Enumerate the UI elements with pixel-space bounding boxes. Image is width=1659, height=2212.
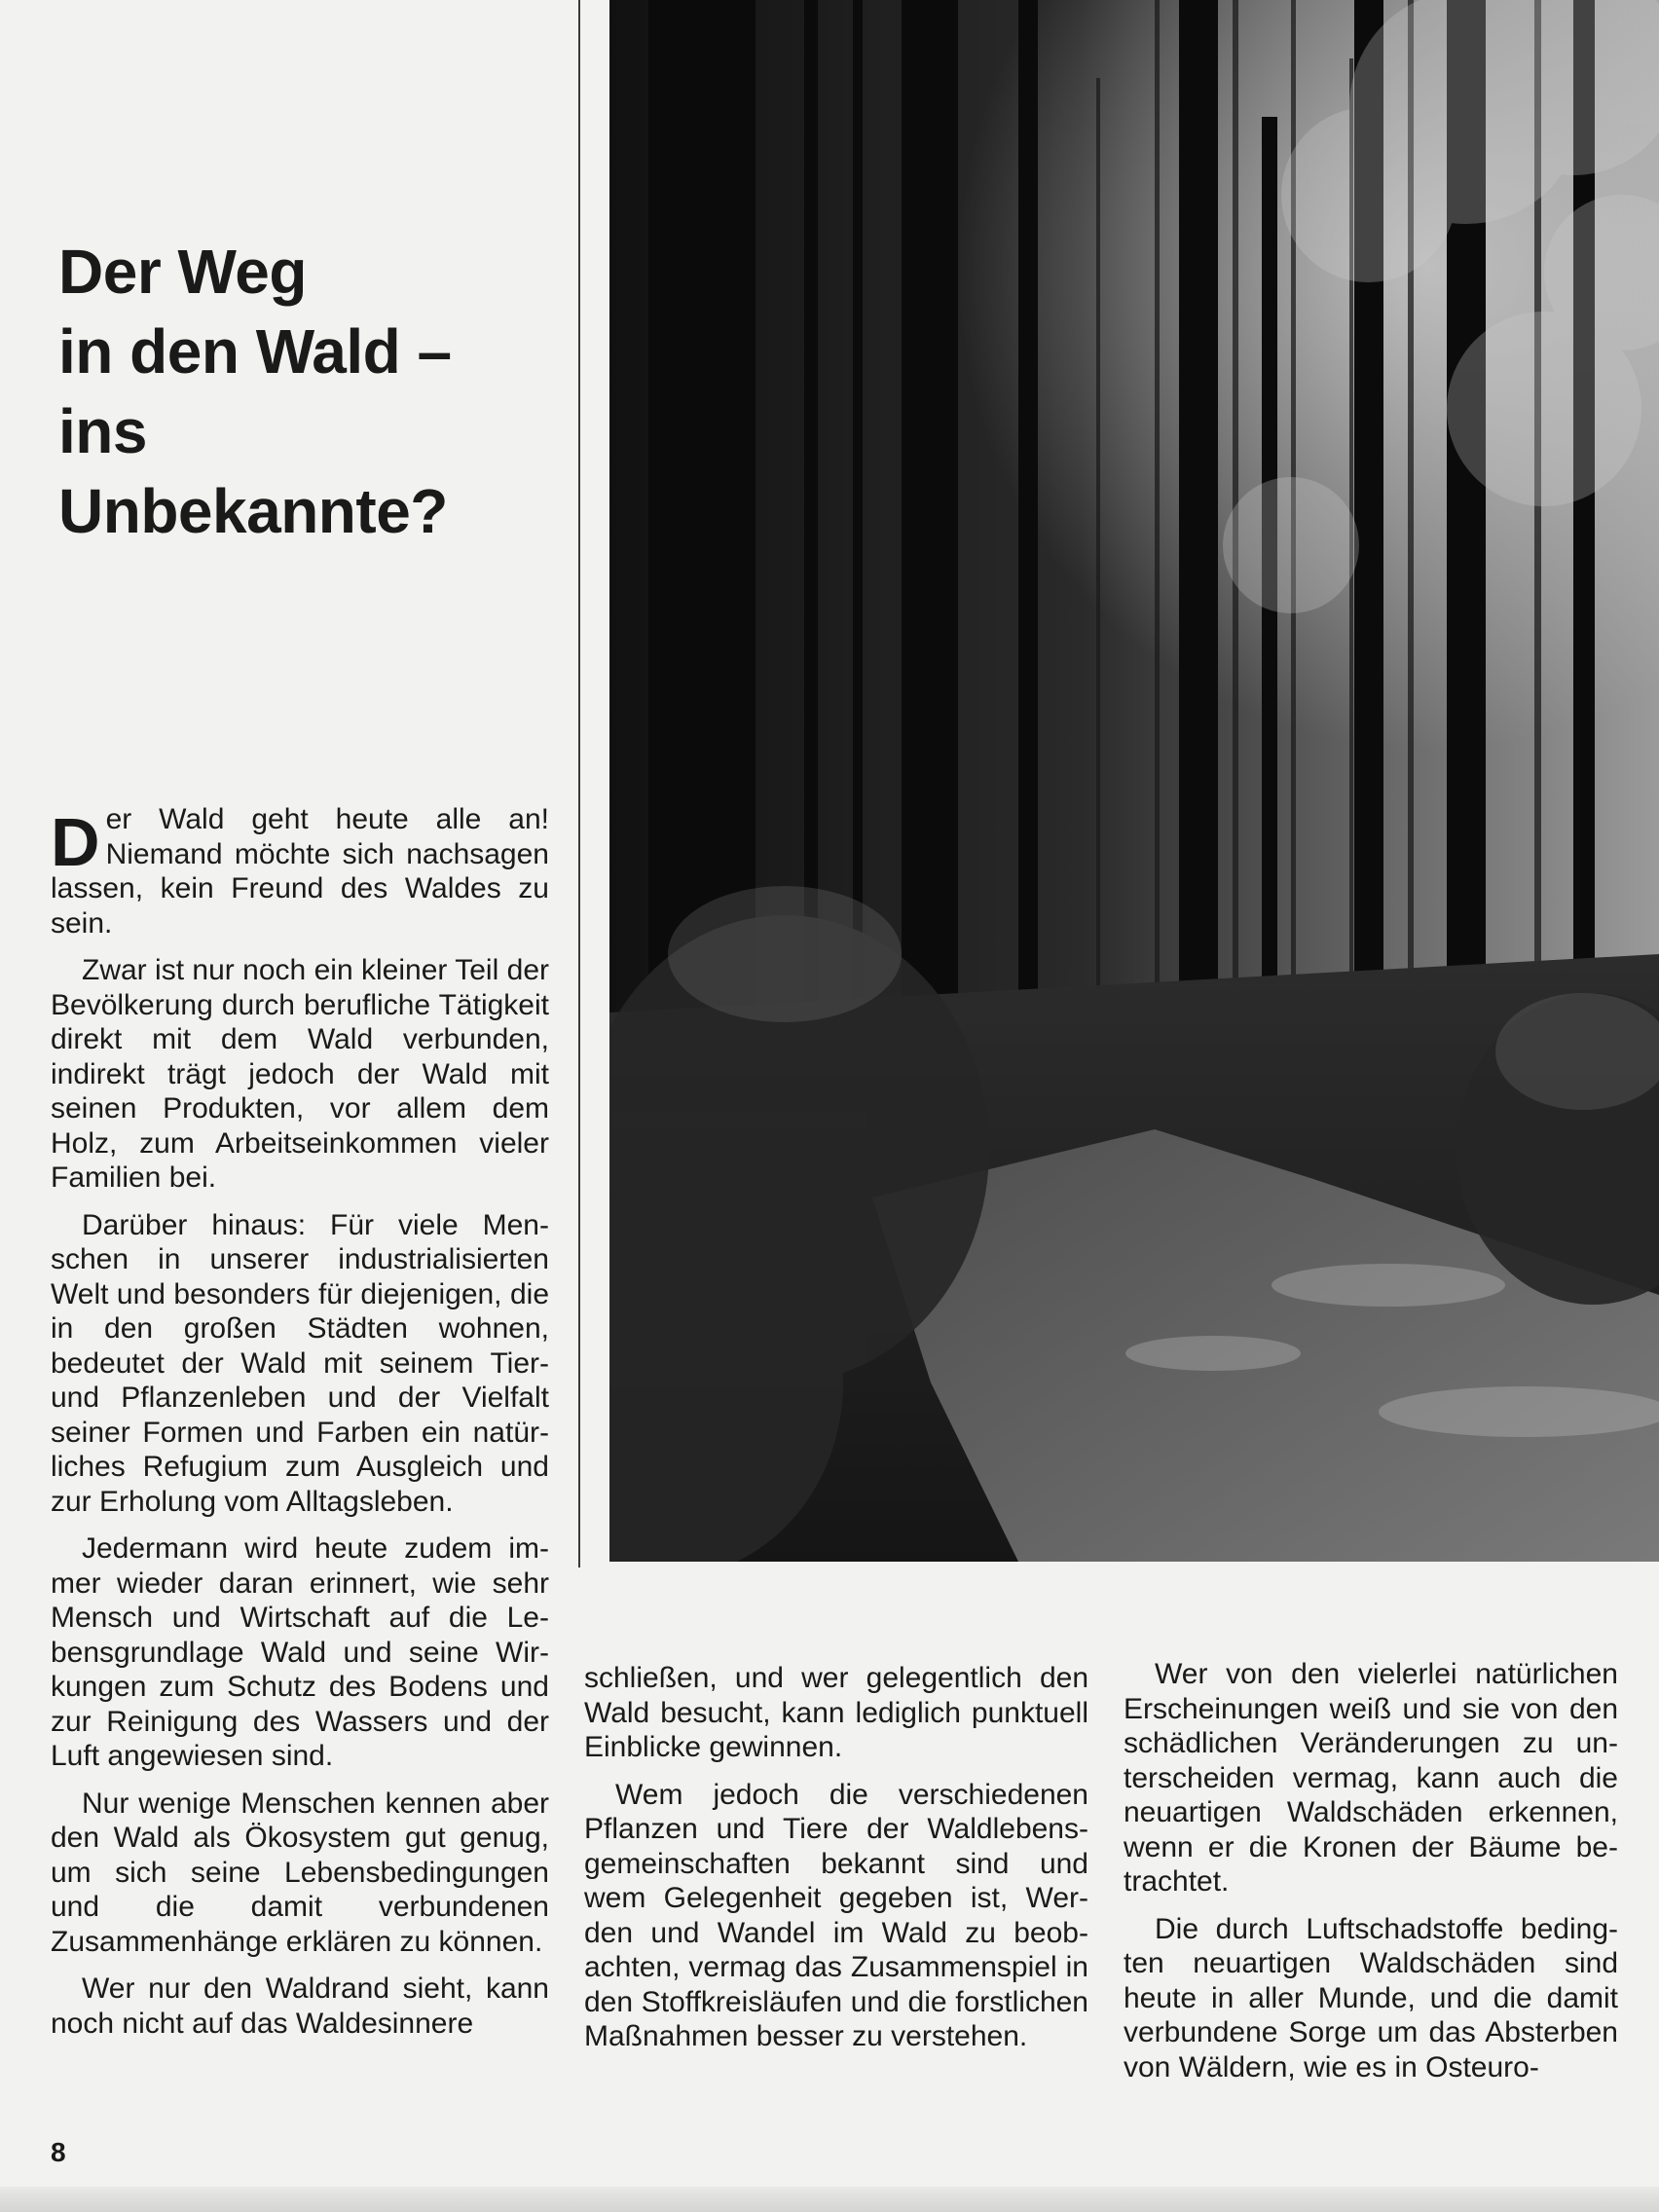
page-number: 8	[51, 2137, 66, 2167]
paragraph: Darüber hinaus: Für viele Menschen in unserer industrialisierten Welt und besonders für diejenigen, die in den großen Städten wohnen, bedeutet der Wald mit seinem Tier- und Pflanzenleben und der Vielfalt seiner Formen und Farben ein natürliches Refugium zum Ausgleich und zur Erholung vom Alltagsleben.	[51, 1208, 549, 1518]
forest-path-image	[609, 0, 1659, 1562]
paragraph-text: er Wald geht heute alle an! Niemand möchte sich nachsagen lassen, kein Freund des Waldes zu sein.	[51, 803, 549, 940]
paragraph: Wer von den vielerlei natürlichen Erscheinungen weiß und sie von den schädlichen Veränderungen zu unterscheiden vermag, kann auch die neuartigen Waldschäden erkennen, wenn er die Kronen der Bäume betrachtet.	[1124, 1658, 1618, 1898]
title-line: Der Weg	[58, 237, 307, 307]
title-line: Unbekannte?	[58, 476, 448, 546]
paragraph	[51, 802, 549, 940]
text-column-1	[51, 802, 549, 2053]
paragraph: Wem jedoch die verschiedenen Pflanzen und Tiere der Waldlebensgemeinschaften bekannt sind und wem Gelegenheit gegeben ist, Werden und Wandel im Wald zu beobachten, vermag das Zusammenspiel in den Stoffkreisläufen und die forstlichen Maßnahmen besser zu verstehen.	[584, 1778, 1088, 2052]
paragraph: Wer nur den Waldrand sieht, kann noch nicht auf das Waldesinnere	[51, 1972, 549, 2040]
text-column-2	[584, 1661, 1088, 2067]
paragraph: Jedermann wird heute zudem immer wieder daran erinnert, wie sehr Mensch und Wirtschaft auf die Lebensgrundlage Wald und seine Wirkungen zum Schutz des Bodens und zur Reinigung des Wassers und der Luft angewiesen sind.	[51, 1532, 549, 1772]
paragraph: Die durch Luftschadstoffe bedingten neuartigen Waldschäden sind heute in aller Munde, und die damit verbundene Sorge um das Absterben von Wäldern, wie es in Osteuro-	[1124, 1912, 1618, 2083]
article-title	[58, 232, 565, 551]
column-divider	[578, 0, 580, 1567]
text-column-3	[1124, 1657, 1618, 2097]
title-line: in den Wald –	[58, 316, 452, 387]
forest-photo	[609, 0, 1659, 1562]
paragraph: schließen, und wer gelegentlich den Wald besucht, kann lediglich punktuell Einblicke gewinnen.	[584, 1662, 1088, 1763]
drop-cap: D	[51, 804, 100, 880]
paragraph: Zwar ist nur noch ein kleiner Teil der Bevölkerung durch berufliche Tätigkeit direkt mit dem Wald verbunden, indirekt trägt jedoch der Wald mit seinen Produkten, vor allem dem Holz, zum Arbeitseinkommen vieler Familien bei.	[51, 954, 549, 1194]
page-bottom-edge	[0, 2187, 1659, 2212]
title-line: ins	[58, 396, 147, 466]
paragraph: Nur wenige Menschen kennen aber den Wald als Ökosystem gut genug, um sich seine Lebensbedingungen und die damit verbundenen Zusammenhänge erklären zu können.	[51, 1787, 549, 1958]
